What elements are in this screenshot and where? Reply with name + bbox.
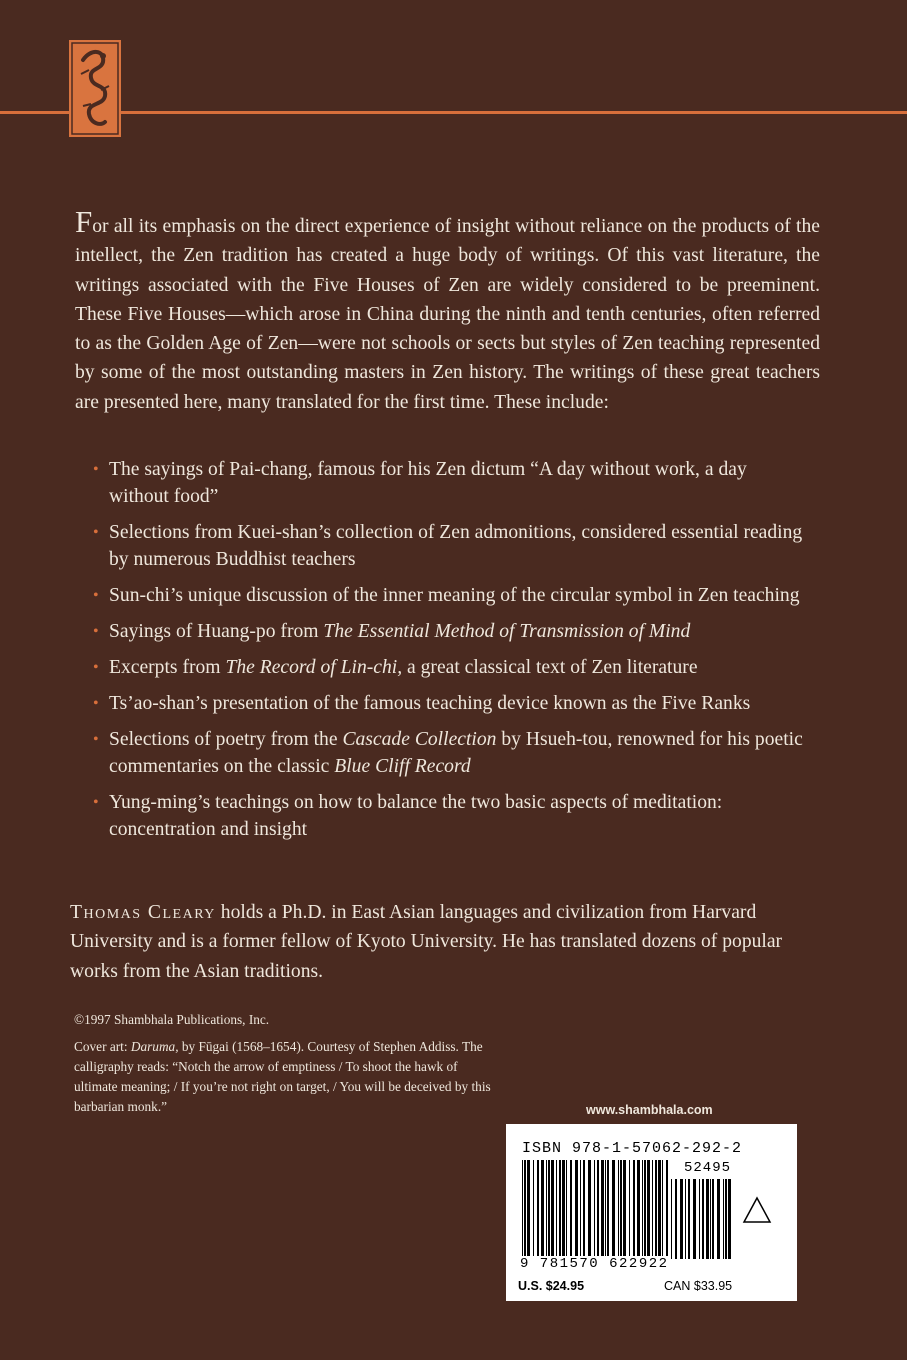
book-title: Blue Cliff Record — [334, 756, 471, 777]
barcode-bar — [546, 1160, 547, 1256]
barcode-bar — [533, 1160, 534, 1256]
barcode-bar — [570, 1160, 572, 1256]
barcode-bar — [629, 1160, 630, 1256]
bullet-icon: • — [93, 587, 99, 604]
barcode-bar — [655, 1160, 657, 1256]
barcode-bar — [644, 1160, 646, 1256]
barcode-bar — [699, 1179, 700, 1259]
author-bio — [70, 898, 820, 986]
barcode-bar — [620, 1160, 622, 1256]
list-item-text: Sayings of Huang-po from — [109, 621, 324, 642]
list-item-text: Selections from Kuei-shan’s collection of Zen admonitions, considered essential reading by numerous Buddhist teachers — [109, 522, 803, 570]
barcode-bar — [658, 1160, 661, 1256]
description-text: or all its emphasis on the direct experience of insight without reliance on the products of the intellect, the Zen tradition has created a huge body of writings. Of this vast literature, the writings associated with the Five Houses of Zen are widely considered to be preeminent. These Five Houses—which arose in China during the ninth and tenth centuries, often referred to as the Golden Age of Zen—were not schools or sects but styles of Zen teaching represented by some of the most outstanding masters in Zen history. The writings of these great teachers are presented here, many translated for the first time. These include: — [75, 216, 820, 413]
list-item — [93, 582, 808, 609]
bullet-icon: • — [93, 623, 99, 640]
artwork-title: Daruma, — [130, 1039, 179, 1054]
book-title: The Essential Method of Transmission of Mind — [323, 621, 691, 642]
list-item — [93, 654, 808, 681]
barcode-bar — [522, 1160, 523, 1256]
author-name: Thomas Cleary — [70, 902, 216, 923]
list-item — [93, 789, 808, 843]
barcode-bar — [612, 1160, 615, 1256]
barcode-bar — [680, 1179, 683, 1259]
barcode-bar — [588, 1160, 591, 1256]
barcode-bar — [706, 1179, 709, 1259]
barcode-bar — [605, 1160, 606, 1256]
barcode-bar — [562, 1160, 565, 1256]
list-item — [93, 618, 808, 645]
bullet-icon: • — [93, 695, 99, 712]
barcode-bar — [524, 1160, 526, 1256]
list-item-text: Yung-ming’s teachings on how to balance the two basic aspects of meditation: concentration and insight — [109, 792, 723, 840]
copyright-notice: ©1997 Shambhala Publications, Inc. — [74, 1012, 270, 1027]
isbn-number: ISBN 978-1-57062-292-2 — [522, 1140, 743, 1157]
barcode-bar — [637, 1160, 640, 1256]
barcode-bar — [712, 1179, 714, 1259]
list-item — [93, 690, 808, 717]
barcode-bar — [702, 1179, 704, 1259]
header-rule — [0, 111, 907, 114]
list-item-text: a great classical text of Zen literature — [402, 657, 698, 678]
bullet-icon: • — [93, 461, 99, 478]
barcode-bar — [642, 1160, 643, 1256]
barcode-bar — [717, 1179, 720, 1259]
book-title: Cascade Collection — [342, 729, 497, 750]
list-item-text: Excerpts from — [109, 657, 226, 678]
list-item — [93, 519, 808, 573]
ean-digits: 9 781570 622922 — [520, 1256, 669, 1272]
barcode-bar — [652, 1160, 653, 1256]
list-item-text: Ts’ao-shan’s presentation of the famous teaching device known as the Five Ranks — [109, 693, 751, 714]
barcode-bar — [723, 1179, 724, 1259]
list-item-text: by Hsueh-tou, renowned for his poetic commentaries on the classic — [109, 729, 803, 777]
barcode-bar — [583, 1160, 585, 1256]
list-item-text: Selections of poetry from the — [109, 729, 343, 750]
barcode-bar — [710, 1179, 711, 1259]
barcode-bar — [671, 1179, 672, 1259]
barcode-bar — [693, 1179, 696, 1259]
contents-list — [93, 456, 808, 852]
barcode-bar — [666, 1160, 668, 1256]
cover-credits — [74, 1037, 504, 1117]
barcode-bar — [633, 1160, 635, 1256]
barcode-bar — [647, 1160, 650, 1256]
barcode-bar — [601, 1160, 604, 1256]
ean-barcode — [522, 1160, 670, 1256]
barcode-bar — [688, 1179, 690, 1259]
price-code: 52495 — [684, 1160, 732, 1176]
barcode-bar — [607, 1160, 609, 1256]
barcode-bar — [551, 1160, 554, 1256]
barcode-bar — [566, 1160, 567, 1256]
us-price: U.S. $24.95 — [518, 1279, 585, 1293]
barcode-bar — [559, 1160, 561, 1256]
barcode-bar — [575, 1160, 578, 1256]
credits-text: by Fūgai (1568–1654). Courtesy of Stephen Addiss. The calligraphy reads: “Notch the arrow of emptiness / To shoot the hawk of ultimate meaning; / If you’re not right on target, / You will be deceived by this barbarian monk.” — [74, 1039, 491, 1114]
barcode-bar — [548, 1160, 550, 1256]
barcode-bar — [728, 1179, 731, 1259]
list-item-text: The sayings of Pai-chang, famous for his Zen dictum “A day without work, a day without food” — [109, 459, 747, 507]
publisher-website: www.shambhala.com — [586, 1103, 713, 1117]
list-item-text: Sun-chi’s unique discussion of the inner meaning of the circular symbol in Zen teaching — [109, 585, 800, 606]
canada-price: CAN $33.95 — [664, 1279, 733, 1293]
barcode-bar — [541, 1160, 544, 1256]
barcode-bar — [580, 1160, 581, 1256]
bullet-icon: • — [93, 794, 99, 811]
bullet-icon: • — [93, 524, 99, 541]
barcode-bar — [537, 1160, 539, 1256]
barcode-bar — [556, 1160, 557, 1256]
addon-barcode — [671, 1179, 735, 1259]
barcode-bar — [527, 1160, 530, 1256]
barcode-bar — [597, 1160, 599, 1256]
list-item — [93, 726, 808, 780]
author-bio-text: holds a Ph.D. in East Asian languages and civilization from Harvard University and is a former fellow of Kyoto University. He has translated dozens of popular works from the Asian traditions. — [70, 902, 783, 982]
dragon-seal-icon — [69, 40, 121, 137]
barcode-panel — [506, 1124, 797, 1301]
book-title: The Record of Lin-chi, — [225, 657, 403, 678]
barcode-bar — [675, 1179, 677, 1259]
drop-cap: F — [75, 204, 93, 239]
barcode-bar — [685, 1179, 686, 1259]
bullet-icon: • — [93, 659, 99, 676]
barcode-bar — [623, 1160, 626, 1256]
barcode-bar — [618, 1160, 619, 1256]
barcode-bar — [662, 1160, 663, 1256]
description-paragraph — [75, 206, 820, 417]
barcode-bar — [594, 1160, 595, 1256]
list-item — [93, 456, 808, 510]
credits-text: Cover art: — [74, 1039, 131, 1054]
bullet-icon: • — [93, 731, 99, 748]
barcode-bar — [725, 1179, 727, 1259]
triangle-icon — [742, 1196, 772, 1224]
